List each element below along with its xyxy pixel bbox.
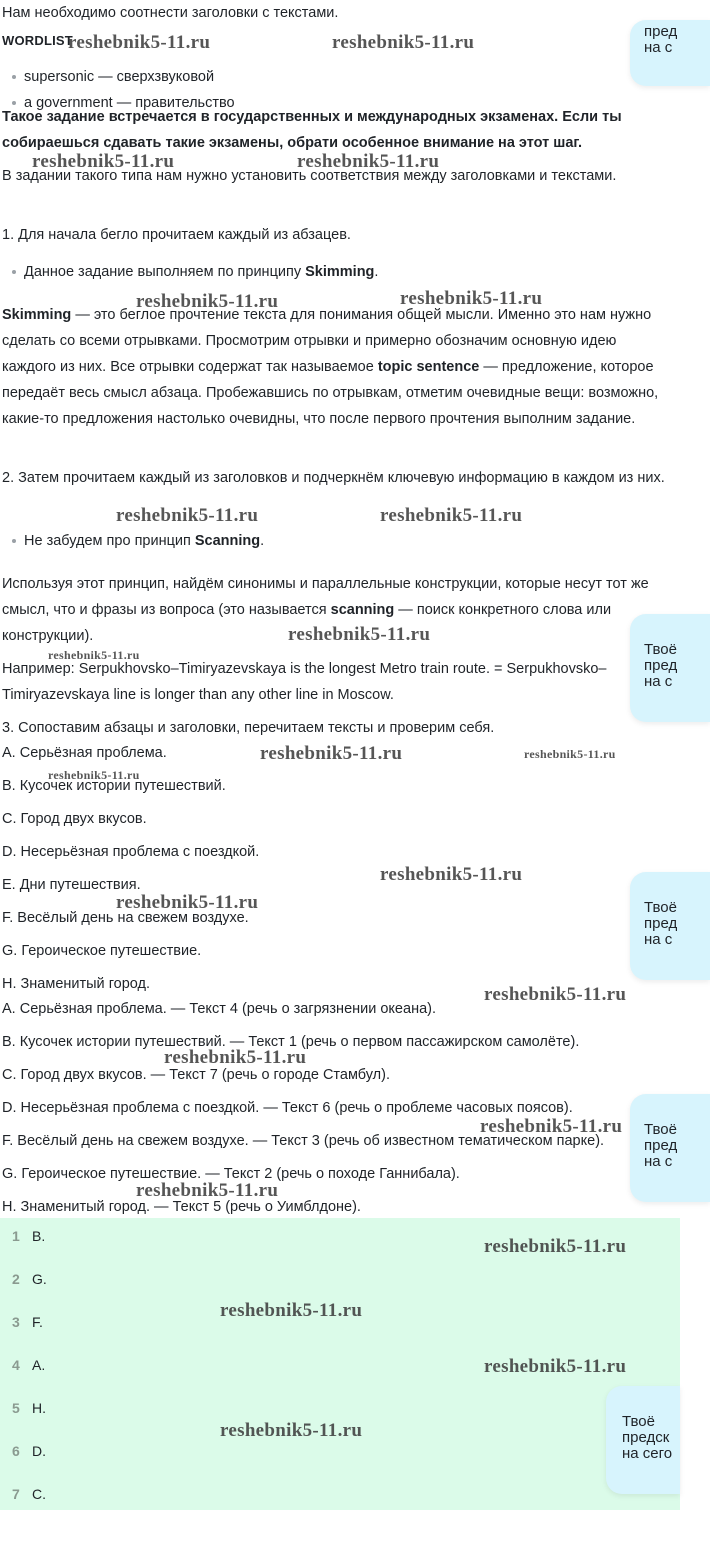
match-h: H. Знаменитый город. — Текст 5 (речь о Уимблдоне). — [2, 1199, 361, 1215]
heading-a: A. Серьёзная проблема. — [2, 745, 167, 761]
promo-bubble[interactable]: Твоё предск на сего — [606, 1386, 680, 1494]
task-type-text: В задании такого типа нам нужно установить соответствия между заголовками и текстами. — [2, 168, 617, 184]
match-f: F. Весёлый день на свежем воздухе. — Текст 3 (речь об известном тематическом парке). — [2, 1133, 605, 1149]
watermark: reshebnik5-11.ru — [164, 1047, 307, 1068]
step-1-bullet: Данное задание выполняем по принципу Skimming. — [12, 259, 378, 285]
watermark: reshebnik5-11.ru — [220, 1300, 363, 1321]
step-2-bullet: Не забудем про принцип Scanning. — [12, 528, 264, 554]
promo-bubble[interactable]: Твоё пред на с — [630, 614, 710, 722]
step-3: 3. Сопоставим абзацы и заголовки, перечитаем тексты и проверим себя. — [2, 720, 495, 736]
promo-bubble[interactable]: Твоё пред на с — [630, 872, 710, 980]
wordlist-item: a government — правительство — [12, 90, 235, 102]
promo-bubble[interactable]: пред на с — [630, 20, 710, 86]
heading-b: B. Кусочек истории путешествий. — [2, 778, 226, 794]
watermark: reshebnik5-11.ru — [484, 984, 627, 1005]
match-g: G. Героическое путешествие. — Текст 2 (речь о походе Ганнибала). — [2, 1166, 460, 1182]
watermark: reshebnik5-11.ru — [260, 743, 403, 764]
intro-text: Нам необходимо соотнести заголовки с текстами. — [2, 5, 339, 21]
heading-f: F. Весёлый день на свежем воздухе. — [2, 910, 249, 926]
watermark: reshebnik5-11.ru — [480, 1116, 623, 1137]
watermark: reshebnik5-11.ru — [136, 291, 279, 312]
watermark: reshebnik5-11.ru — [400, 288, 543, 309]
step-2: 2. Затем прочитаем каждый из заголовков и подчеркнём ключевую информацию в каждом из них. — [2, 470, 665, 486]
match-a: A. Серьёзная проблема. — Текст 4 (речь о загрязнении океана). — [2, 1001, 436, 1017]
watermark: reshebnik5-11.ru — [380, 505, 523, 526]
watermark: reshebnik5-11.ru — [484, 1356, 627, 1377]
heading-h: H. Знаменитый город. — [2, 976, 151, 992]
watermark: reshebnik5-11.ru — [297, 151, 440, 172]
match-b: B. Кусочек истории путешествий. — Текст 1 (речь о первом пассажирском самолёте). — [2, 1034, 580, 1050]
exam-note: Такое задание встречается в государственных и международных экзаменах. Если ты собираешься сдавать такие экзамены, обрати особенное внимание на этот шаг. — [2, 109, 622, 151]
match-c: C. Город двух вкусов. — Текст 7 (речь о городе Стамбул). — [2, 1067, 390, 1083]
watermark: reshebnik5-11.ru — [524, 747, 616, 761]
scanning-paragraph: Используя этот принцип, найдём синонимы и параллельные конструкции, которые несут тот же смысл, что и фразы из вопроса (это называется scanning — поиск конкретного слова или конструкции). — [2, 576, 649, 644]
watermark: reshebnik5-11.ru — [380, 864, 523, 885]
heading-e: E. Дни путешествия. — [2, 877, 141, 893]
heading-d: D. Несерьёзная проблема с поездкой. — [2, 844, 260, 860]
example-text: Например: Serpukhovsko–Timiryazevskaya is the longest Metro train route. = Serpukhovsko–Timiryazevskaya line is longer than any other line in Moscow. — [2, 661, 607, 703]
skimming-paragraph: Skimming — это беглое прочтение текста для понимания общей мысли. Именно это нам нужно сделать со всеми отрывками. Просмотрим отрывки и примерно обозначим основную идею каждого из них. Все отрывки содержат так называемое topic sentence — предложение, которое передаёт весь смысл абзаца. Пробежавшись по отрывкам, отметим очевидные вещи: возможно, какие-то предложения настолько очевидны, что после первого прочтения выполним задание. — [2, 307, 659, 427]
watermark: reshebnik5-11.ru — [136, 1180, 279, 1201]
watermark: reshebnik5-11.ru — [68, 32, 211, 53]
answer-panel: 1 B. 2 G. 3 F. 4 A. 5 H. 6 D. 7 C. — [0, 1218, 680, 1510]
heading-g: G. Героическое путешествие. — [2, 943, 202, 959]
watermark: reshebnik5-11.ru — [288, 624, 431, 645]
watermark: reshebnik5-11.ru — [32, 151, 175, 172]
watermark: reshebnik5-11.ru — [116, 505, 259, 526]
wordlist-title: WORDLIST — [2, 33, 73, 48]
match-d: D. Несерьёзная проблема с поездкой. — Текст 6 (речь о проблеме часовых поясов). — [2, 1100, 573, 1116]
promo-bubble[interactable]: Твоё пред на с — [630, 1094, 710, 1202]
watermark: reshebnik5-11.ru — [48, 768, 140, 782]
watermark: reshebnik5-11.ru — [332, 32, 475, 53]
heading-c: C. Город двух вкусов. — [2, 811, 147, 827]
watermark: reshebnik5-11.ru — [116, 892, 259, 913]
step-1: 1. Для начала бегло прочитаем каждый из абзацев. — [2, 227, 351, 243]
watermark: reshebnik5-11.ru — [48, 648, 140, 662]
watermark: reshebnik5-11.ru — [484, 1236, 627, 1257]
watermark: reshebnik5-11.ru — [220, 1420, 363, 1441]
wordlist-item: supersonic — сверхзвуковой — [12, 64, 214, 90]
